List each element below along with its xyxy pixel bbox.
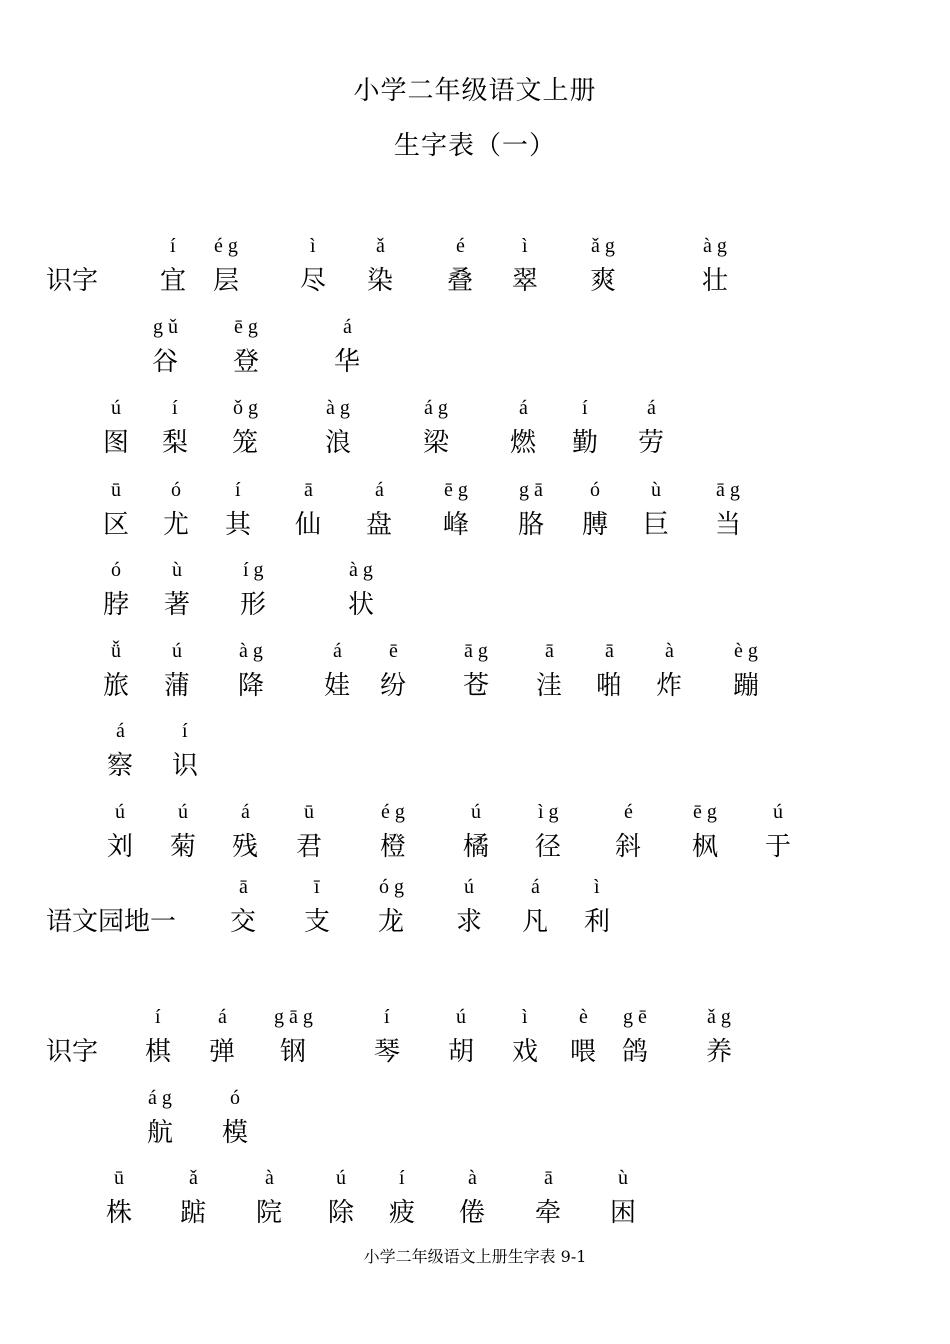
pinyin-annotation: í bbox=[582, 397, 588, 419]
chinese-character: 牵 bbox=[535, 1198, 562, 1228]
pinyin-annotation: g ǔ bbox=[153, 316, 178, 338]
chinese-character: 倦 bbox=[459, 1198, 486, 1228]
chinese-character: 棋 bbox=[145, 1037, 172, 1067]
pinyin-annotation: ū bbox=[114, 1167, 124, 1189]
chinese-character: 琴 bbox=[374, 1037, 401, 1067]
pinyin-annotation: ú bbox=[336, 1167, 346, 1189]
pinyin-annotation: ú bbox=[178, 801, 188, 823]
chinese-character: 形 bbox=[240, 590, 267, 620]
chinese-character: 于 bbox=[765, 832, 792, 862]
pinyin-annotation: ó bbox=[590, 479, 600, 501]
pinyin-annotation: ú bbox=[172, 640, 182, 662]
pinyin-annotation: ì bbox=[522, 1006, 528, 1028]
chinese-character: 宜 bbox=[160, 266, 187, 296]
pinyin-annotation: ā bbox=[304, 479, 313, 501]
chinese-character: 状 bbox=[348, 590, 375, 620]
chinese-character: 梁 bbox=[423, 428, 450, 458]
chinese-character: 层 bbox=[213, 266, 240, 296]
chinese-character: 梨 bbox=[162, 428, 189, 458]
pinyin-annotation: ǎ g bbox=[707, 1006, 731, 1028]
pinyin-annotation: á bbox=[218, 1006, 227, 1028]
pinyin-annotation: á bbox=[333, 640, 342, 662]
chinese-character: 识 bbox=[172, 751, 199, 781]
chinese-character: 航 bbox=[147, 1118, 174, 1148]
chinese-character: 交 bbox=[230, 907, 257, 937]
chinese-character: 利 bbox=[584, 907, 611, 937]
chinese-character: 啪 bbox=[596, 671, 623, 701]
chinese-character: 劳 bbox=[638, 428, 665, 458]
chinese-character: 养 bbox=[706, 1037, 733, 1067]
pinyin-annotation: à bbox=[665, 640, 674, 662]
pinyin-annotation: ó bbox=[171, 479, 181, 501]
chinese-character: 峰 bbox=[443, 510, 470, 540]
pinyin-annotation: ǎ bbox=[189, 1167, 198, 1189]
chinese-character: 娃 bbox=[324, 671, 351, 701]
chinese-character: 株 bbox=[106, 1198, 133, 1228]
chinese-character: 支 bbox=[304, 907, 331, 937]
chinese-character: 察 bbox=[107, 751, 134, 781]
pinyin-annotation: ú bbox=[456, 1006, 466, 1028]
pinyin-annotation: g ē bbox=[623, 1006, 647, 1028]
chinese-character: 除 bbox=[328, 1198, 355, 1228]
chinese-character: 膊 bbox=[582, 510, 609, 540]
pinyin-annotation: ì bbox=[522, 235, 528, 257]
pinyin-annotation: ē g bbox=[444, 479, 468, 501]
chinese-character: 橙 bbox=[380, 832, 407, 862]
chinese-character: 其 bbox=[225, 510, 252, 540]
pinyin-annotation: à bbox=[468, 1167, 477, 1189]
pinyin-annotation: ū bbox=[304, 801, 314, 823]
pinyin-annotation: í bbox=[235, 479, 241, 501]
pinyin-annotation: ǚ bbox=[111, 640, 121, 662]
pinyin-annotation: ú bbox=[115, 801, 125, 823]
page-subtitle: 生字表（一） bbox=[393, 131, 556, 161]
pinyin-annotation: à g bbox=[326, 397, 350, 419]
chinese-character: 华 bbox=[334, 347, 361, 377]
pinyin-annotation: í g bbox=[243, 559, 264, 581]
row-label: 识字 bbox=[46, 266, 99, 296]
pinyin-annotation: ú bbox=[464, 876, 474, 898]
chinese-character: 凡 bbox=[522, 907, 549, 937]
chinese-character: 著 bbox=[164, 590, 191, 620]
pinyin-annotation: è g bbox=[734, 640, 758, 662]
pinyin-annotation: à bbox=[265, 1167, 274, 1189]
pinyin-annotation: ǎ g bbox=[591, 235, 615, 257]
row-label: 语文园地一 bbox=[46, 907, 177, 937]
pinyin-annotation: á bbox=[375, 479, 384, 501]
chinese-character: 鸽 bbox=[622, 1037, 649, 1067]
chinese-character: 图 bbox=[103, 428, 130, 458]
pinyin-annotation: ù bbox=[618, 1167, 628, 1189]
pinyin-annotation: í bbox=[155, 1006, 161, 1028]
pinyin-annotation: á g bbox=[424, 397, 448, 419]
chinese-character: 斜 bbox=[615, 832, 642, 862]
pinyin-annotation: á bbox=[531, 876, 540, 898]
chinese-character: 枫 bbox=[692, 832, 719, 862]
pinyin-annotation: ì bbox=[594, 876, 600, 898]
pinyin-annotation: é bbox=[456, 235, 465, 257]
chinese-character: 橘 bbox=[463, 832, 490, 862]
chinese-character: 壮 bbox=[702, 266, 729, 296]
pinyin-annotation: ā g bbox=[716, 479, 740, 501]
pinyin-annotation: ó bbox=[230, 1087, 240, 1109]
pinyin-annotation: ú bbox=[471, 801, 481, 823]
chinese-character: 笼 bbox=[232, 428, 259, 458]
chinese-character: 翠 bbox=[512, 266, 539, 296]
chinese-character: 弹 bbox=[209, 1037, 236, 1067]
chinese-character: 菊 bbox=[170, 832, 197, 862]
pinyin-annotation: ē bbox=[389, 640, 398, 662]
chinese-character: 刘 bbox=[107, 832, 134, 862]
pinyin-annotation: ú bbox=[111, 397, 121, 419]
chinese-character: 疲 bbox=[389, 1198, 416, 1228]
chinese-character: 胳 bbox=[518, 510, 545, 540]
pinyin-annotation: ù bbox=[172, 559, 182, 581]
chinese-character: 降 bbox=[238, 671, 265, 701]
chinese-character: 燃 bbox=[510, 428, 537, 458]
chinese-character: 当 bbox=[715, 510, 742, 540]
pinyin-annotation: á g bbox=[148, 1087, 172, 1109]
chinese-character: 求 bbox=[456, 907, 483, 937]
pinyin-annotation: ā bbox=[605, 640, 614, 662]
pinyin-annotation: ā bbox=[545, 640, 554, 662]
pinyin-annotation: à g bbox=[703, 235, 727, 257]
chinese-character: 盘 bbox=[366, 510, 393, 540]
chinese-character: 仙 bbox=[295, 510, 322, 540]
chinese-character: 径 bbox=[535, 832, 562, 862]
pinyin-annotation: á bbox=[241, 801, 250, 823]
chinese-character: 尤 bbox=[163, 510, 190, 540]
chinese-character: 脖 bbox=[103, 590, 130, 620]
pinyin-annotation: ā bbox=[239, 876, 248, 898]
pinyin-annotation: ù bbox=[651, 479, 661, 501]
chinese-character: 旅 bbox=[103, 671, 130, 701]
page-footer: 小学二年级语文上册生字表 9-1 bbox=[363, 1247, 587, 1266]
chinese-character: 踮 bbox=[180, 1198, 207, 1228]
pinyin-annotation: ǎ bbox=[376, 235, 385, 257]
pinyin-annotation: g ā g bbox=[274, 1006, 313, 1028]
pinyin-annotation: á bbox=[343, 316, 352, 338]
pinyin-annotation: ū bbox=[111, 479, 121, 501]
pinyin-annotation: é g bbox=[214, 235, 238, 257]
pinyin-annotation: é bbox=[624, 801, 633, 823]
pinyin-annotation: à g bbox=[349, 559, 373, 581]
pinyin-annotation: í bbox=[399, 1167, 405, 1189]
chinese-character: 染 bbox=[367, 266, 394, 296]
pinyin-annotation: ì bbox=[310, 235, 316, 257]
chinese-character: 龙 bbox=[378, 907, 405, 937]
pinyin-annotation: ó g bbox=[379, 876, 404, 898]
pinyin-annotation: è bbox=[579, 1006, 588, 1028]
chinese-character: 勤 bbox=[572, 428, 599, 458]
chinese-character: 炸 bbox=[656, 671, 683, 701]
pinyin-annotation: í bbox=[170, 235, 176, 257]
chinese-character: 洼 bbox=[536, 671, 563, 701]
pinyin-annotation: ú bbox=[773, 801, 783, 823]
chinese-character: 尽 bbox=[300, 266, 327, 296]
pinyin-annotation: ǒ g bbox=[233, 397, 258, 419]
pinyin-annotation: á bbox=[116, 720, 125, 742]
pinyin-annotation: à g bbox=[239, 640, 263, 662]
chinese-character: 模 bbox=[222, 1118, 249, 1148]
chinese-character: 纷 bbox=[380, 671, 407, 701]
chinese-character: 登 bbox=[233, 347, 260, 377]
chinese-character: 喂 bbox=[570, 1037, 597, 1067]
pinyin-annotation: í bbox=[384, 1006, 390, 1028]
chinese-character: 蒲 bbox=[164, 671, 191, 701]
chinese-character: 残 bbox=[232, 832, 259, 862]
chinese-character: 苍 bbox=[463, 671, 490, 701]
pinyin-annotation: ā bbox=[544, 1167, 553, 1189]
chinese-character: 钢 bbox=[280, 1037, 307, 1067]
pinyin-annotation: ā g bbox=[464, 640, 488, 662]
chinese-character: 院 bbox=[256, 1198, 283, 1228]
pinyin-annotation: ī bbox=[314, 876, 320, 898]
chinese-character: 君 bbox=[296, 832, 323, 862]
chinese-character: 戏 bbox=[512, 1037, 539, 1067]
pinyin-annotation: í bbox=[172, 397, 178, 419]
chinese-character: 胡 bbox=[448, 1037, 475, 1067]
pinyin-annotation: ó bbox=[111, 559, 121, 581]
chinese-character: 叠 bbox=[447, 266, 474, 296]
chinese-character: 浪 bbox=[325, 428, 352, 458]
pinyin-annotation: á bbox=[519, 397, 528, 419]
pinyin-annotation: g ā bbox=[519, 479, 543, 501]
row-label: 识字 bbox=[46, 1037, 99, 1067]
pinyin-annotation: ì g bbox=[538, 801, 559, 823]
chinese-character: 爽 bbox=[590, 266, 617, 296]
chinese-character: 谷 bbox=[152, 347, 179, 377]
pinyin-annotation: ē g bbox=[693, 801, 717, 823]
pinyin-annotation: ē g bbox=[234, 316, 258, 338]
chinese-character: 区 bbox=[103, 510, 130, 540]
chinese-character: 困 bbox=[610, 1198, 637, 1228]
page-title: 小学二年级语文上册 bbox=[353, 76, 597, 106]
pinyin-annotation: í bbox=[182, 720, 188, 742]
pinyin-annotation: á bbox=[647, 397, 656, 419]
chinese-character: 巨 bbox=[643, 510, 670, 540]
chinese-character: 蹦 bbox=[733, 671, 760, 701]
pinyin-annotation: é g bbox=[381, 801, 405, 823]
